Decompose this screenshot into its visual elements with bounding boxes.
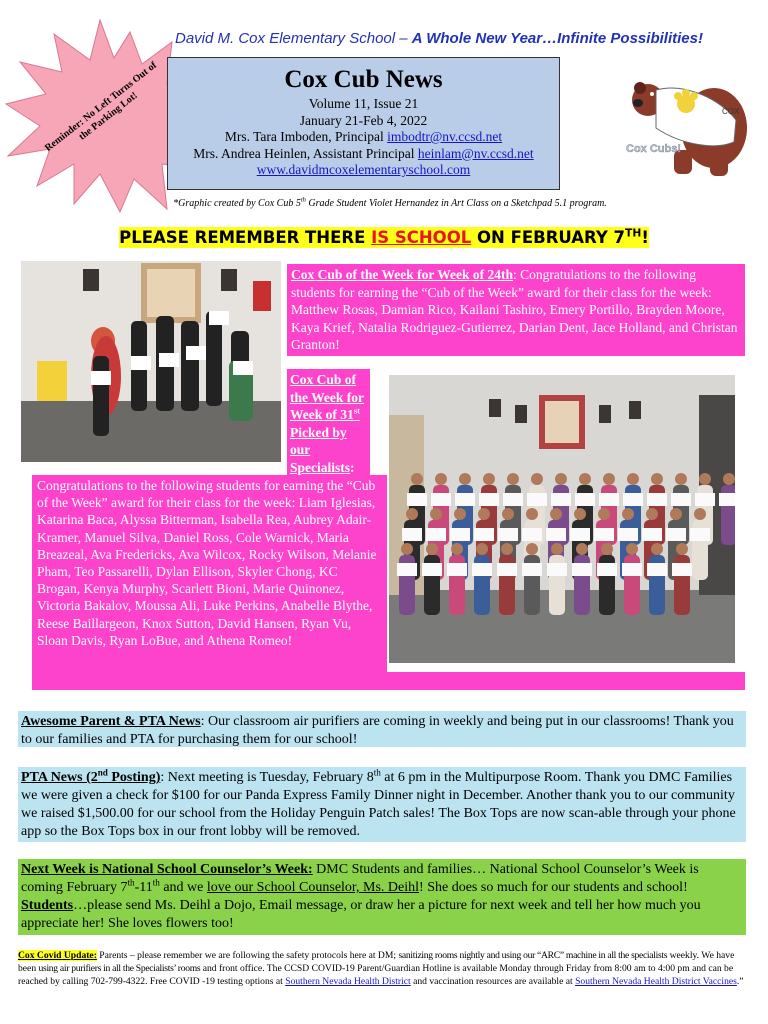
school-tagline: David M. Cox Elementary School – A Whole New Year…Infinite Possibilities! bbox=[175, 30, 703, 47]
newsletter-title: Cox Cub News bbox=[284, 66, 443, 93]
cub-of-week-24-heading: Cox Cub of the Week for Week of 24th bbox=[291, 267, 514, 282]
covid-heading: Cox Covid Update: bbox=[18, 950, 97, 961]
asst-principal-line: Mrs. Andrea Heinlen, Assistant Principal heinlam@nv.ccsd.net bbox=[193, 145, 534, 161]
cub-of-week-24-photo bbox=[21, 261, 281, 462]
parent-pta-news-section: Awesome Parent & PTA News: Our classroom air purifiers are coming in weekly and being put in our classrooms! Thank you to our families and PTA for purchasing them for our school! bbox=[18, 711, 746, 747]
cox-cub-bear-icon bbox=[626, 70, 751, 180]
cub-of-week-31-body: Congratulations to the following students for earning the “Cub of the Week” award for their class for the week: Liam Iglesias, Katarina Baca, Alyssa Bitterman, Isabella Rea, Aubrey Adair-Kramer, Manuel Silva, Daniel Ross, Cole Warnick, Maria Breazeal, Ava Fredericks, Ava Wilcox, Rocky Wilson, Melanie Pham, Teo Passarelli, Dylan Ellison, Skyler Chong, KC Brogan, Kenya Murphy, Scarlett Bioni, Marie Quinonez, Victoria Bakalov, Moussa Ali, Luke Perkins, Anabelle Blythe, Reese Baillargeon, Knox Sutton, David Hansen, Ryan Vu, Sloan Davis, Ryan LoBue, and Athena Romeo! bbox=[32, 475, 387, 690]
tagline-school: David M. Cox Elementary School bbox=[175, 30, 396, 47]
cub-of-week-24-body: : Congratulations to the following students for earning the “Cub of the Week” award for their class for the week: Matthew Rosas, Damian Rico, Kailani Tashiro, Emery Portillo, Brayden Moore, Kaya Krief, Natalia Rodriguez-Gutierrez, Darian Dent, Jace Holland, and Christan Granton! bbox=[291, 267, 738, 352]
pink-strip bbox=[387, 672, 745, 690]
vaccines-link[interactable]: Southern Nevada Health District Vaccines bbox=[575, 975, 737, 987]
bear-label: Cox Cubs! bbox=[626, 143, 681, 155]
school-reminder-banner: PLEASE REMEMBER THERE IS SCHOOL ON FEBRUARY 7TH! bbox=[119, 226, 649, 247]
pta-news-section: PTA News (2nd Posting): Next meeting is Tuesday, February 8th at 6 pm in the Multipurpose Room. Thank you DMC Families we were given a check for $100 for our Panda Express Family Dinner night in December. Another thank you to our community we raised $1,500.00 for our school from the Holiday Penguin Patch sales! The Box Tops are now scan-able through your phone app so the Box Tops box in our front lobby will be removed. bbox=[18, 767, 746, 842]
cub-of-week-31-heading: Cox Cub of the Week for Week of 31st Picked by our Specialists: bbox=[287, 369, 370, 475]
counselor-week-section: Next Week is National School Counselor’s Week: DMC Students and families… National School Counselor’s Week is coming February 7th-11th and we love our School Counselor, Ms. Deihl! She does so much for our students and school! Students…please send Ms. Deihl a Dojo, Email message, or draw her a picture for next week and tell her how much you appreciate her! She loves flowers too! bbox=[18, 859, 746, 935]
cub-of-week-31-photo bbox=[389, 375, 735, 663]
graphic-credit: *Graphic created by Cox Cub 5th Grade Student Violet Hernandez in Art Class on a Sketchpad 5.1 program. bbox=[173, 196, 607, 209]
parent-pta-heading: Awesome Parent & PTA News bbox=[21, 714, 201, 729]
principal-email-link[interactable]: imbodtr@nv.ccsd.net bbox=[387, 129, 503, 144]
covid-update-section: Cox Covid Update: Parents – please remember we are following the safety protocols here at DM; sanitizing rooms nightly and using our “ARC” machine in all the specialists weekly. We have been using air purifiers in all the Specialists’ rooms and front office. The CCSD COVID-19 Parent/Guardian Hotline is available Monday through Friday from 8:00 am to 4:00 pm and can be reached by calling 702-799-4322. Free COVID -19 testing options at Southern Nevada Health District and vaccination resources are available at Southern Nevada Health District Vaccines.” bbox=[18, 950, 744, 987]
counselor-heading: Next Week is National School Counselor’s Week: bbox=[21, 862, 313, 877]
health-district-link[interactable]: Southern Nevada Health District bbox=[285, 975, 411, 987]
school-website-link[interactable]: www.davidmcoxelementaryschool.com bbox=[256, 162, 471, 177]
asst-principal-email-link[interactable]: heinlam@nv.ccsd.net bbox=[417, 145, 534, 161]
svg-text:COX: COX bbox=[722, 107, 740, 116]
cub-of-week-24-section bbox=[287, 264, 745, 356]
starburst-text: Reminder: No Left Turns Out of the Parking Lot! bbox=[42, 59, 160, 154]
is-school-emphasis: IS SCHOOL bbox=[371, 228, 472, 247]
principal-line: Mrs. Tara Imboden, Principal imbodtr@nv.ccsd.net bbox=[224, 129, 503, 144]
masthead bbox=[167, 57, 560, 190]
volume-issue: Volume 11, Issue 21 bbox=[308, 96, 419, 111]
tagline-slogan: A Whole New Year…Infinite Possibilities! bbox=[411, 30, 703, 47]
issue-dates: January 21-Feb 4, 2022 bbox=[299, 112, 428, 128]
pta-heading: PTA News (2nd Posting) bbox=[21, 767, 161, 785]
